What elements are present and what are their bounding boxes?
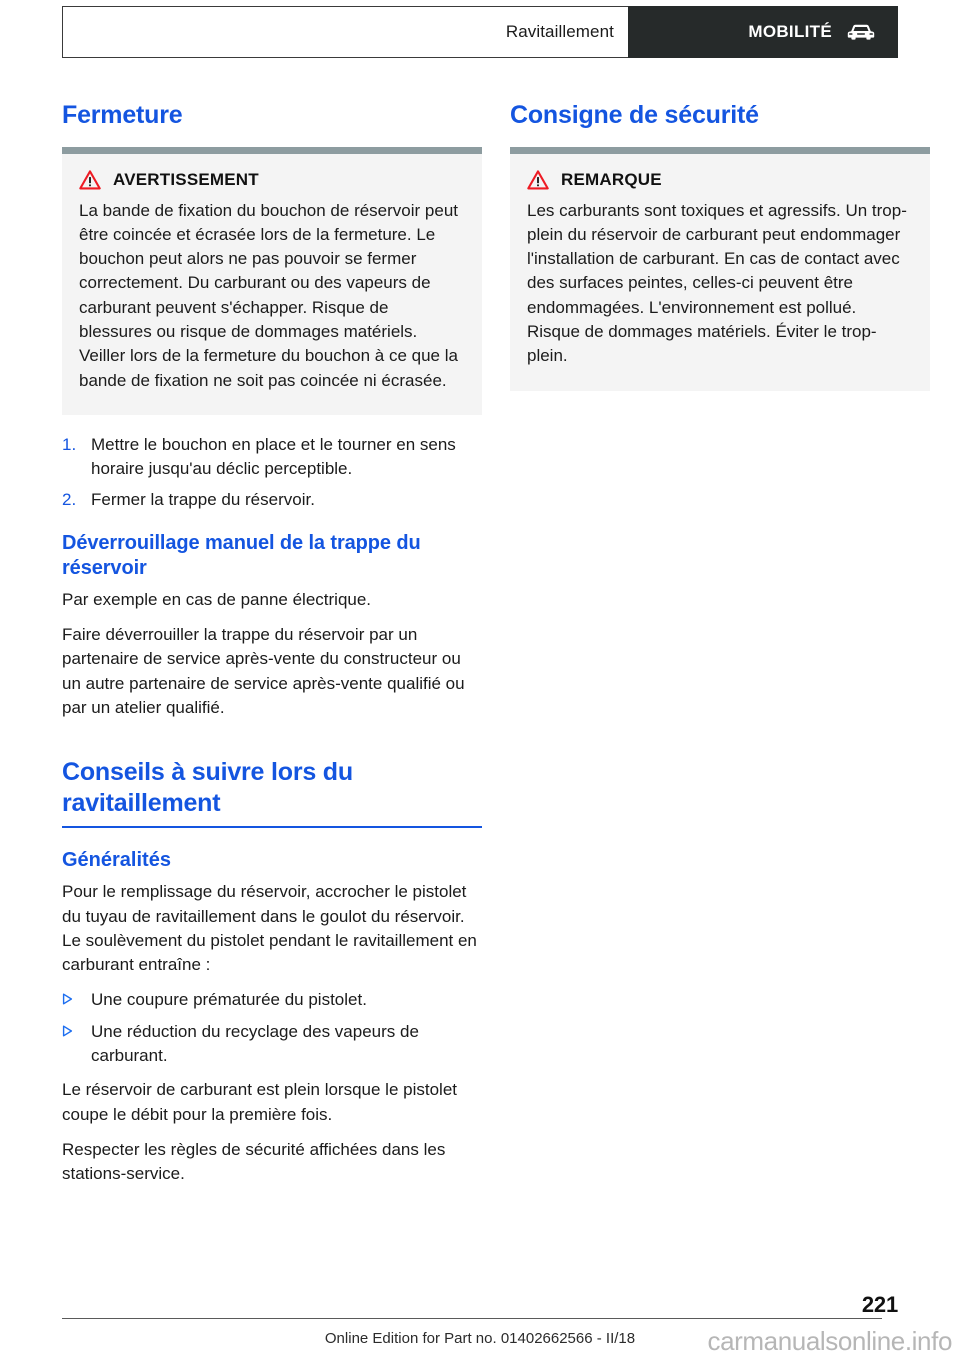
step-text: Mettre le bouchon en place et le tourner en sens horaire jusqu'au déclic perceptible.: [91, 434, 456, 479]
triangle-bullet-icon: [62, 988, 91, 1012]
warning-triangle-icon: [527, 170, 549, 190]
effects-bullet-list: [62, 988, 482, 1068]
note-box-title: REMARQUE: [561, 169, 662, 189]
heading-divider: [62, 826, 482, 828]
warning-box-header: [79, 170, 465, 190]
note-box: [510, 147, 930, 391]
spacer: [62, 513, 482, 531]
warning-triangle-icon: [79, 170, 101, 190]
breadcrumb: [62, 6, 628, 58]
section-tab-label: MOBILITÉ: [748, 22, 832, 41]
subheading-manual-unlock: Déverrouillage manuel de la trappe du réservoir: [62, 531, 421, 579]
paragraph: Par exemple en cas de panne électrique.: [62, 589, 372, 609]
list-item: [62, 988, 482, 1012]
spacer: [62, 1068, 482, 1078]
paragraph: Le réservoir de carburant est plein lorsque le pistolet coupe le débit pour la première fois.: [62, 1080, 457, 1124]
footer-edition-text: Online Edition for Part no. 01402662566 - II/18: [324, 1330, 636, 1347]
heading-refuelling-tips: Conseils à suivre lors du ravitaillement: [62, 758, 353, 817]
note-box-body: Les carburants sont toxiques et agressifs. Un trop-plein du réservoir de carburant peut endommager l'installation de carburant. En cas de contact avec des surfaces peintes, celles-ci peuvent être endommagées. L'environnement est pollué. Risque de dommages matériels. Éviter le trop-plein.: [527, 200, 907, 366]
warning-box-title: AVERTISSEMENT: [113, 169, 259, 189]
section-tab-mobilite: [628, 6, 898, 58]
page-number: 221: [861, 1292, 898, 1317]
warning-box: [62, 147, 482, 415]
spacer: [62, 731, 482, 757]
left-column: [62, 100, 482, 1187]
car-front-icon: [846, 22, 876, 42]
triangle-bullet-icon: [62, 1020, 91, 1069]
paragraph: Respecter les règles de sécurité affichées dans les stations-service.: [62, 1139, 446, 1184]
page-title-fermeture: Fermeture: [62, 101, 183, 129]
list-item: [62, 1020, 482, 1069]
list-item: [62, 488, 482, 512]
list-item: [62, 433, 482, 482]
breadcrumb-label: Ravitaillement: [505, 22, 614, 41]
step-number: 2.: [62, 490, 77, 510]
step-number: 1.: [62, 434, 77, 454]
heading-safety-information: Consigne de sécurité: [510, 101, 759, 129]
warning-box-body: La bande de fixation du bouchon de réservoir peut être coincée et écrasée lors de la fermeture. Le bouchon peut alors ne pas pouvoir se fermer correctement. Du carburant ou des vapeurs de carburant peuvent s'échapper. Risque de blessures ou risque de dommages matériels. Veiller lors de la fermeture du bouchon à ce que la bande de fixation ne soit pas coincée ni écrasée.: [79, 200, 458, 390]
right-column: [510, 100, 930, 391]
paragraph: Pour le remplissage du réservoir, accrocher le pistolet du tuyau de ravitaillement dans le goulot du réservoir. Le soulèvement du pistolet pendant le ravitaillement en carburant entraîne :: [62, 882, 477, 975]
footer-divider: [62, 1318, 882, 1319]
page-header: [62, 6, 898, 58]
subheading-generalites: Généralités: [62, 849, 171, 872]
bullet-text: Une réduction du recyclage des vapeurs de carburant.: [91, 1021, 419, 1066]
step-text: Fermer la trappe du réservoir.: [91, 490, 315, 510]
paragraph: Faire déverrouiller la trappe du réservoir par un partenaire de service après-vente du constructeur ou un autre partenaire de service après-vente qualifié ou par un atelier qualifié.: [62, 625, 465, 717]
bullet-text: Une coupure prématurée du pistolet.: [91, 990, 367, 1010]
closing-steps-list: [62, 433, 482, 513]
note-box-header: [527, 170, 913, 190]
watermark: carmanualsonline.info: [707, 1326, 952, 1356]
spacer: [62, 415, 482, 433]
